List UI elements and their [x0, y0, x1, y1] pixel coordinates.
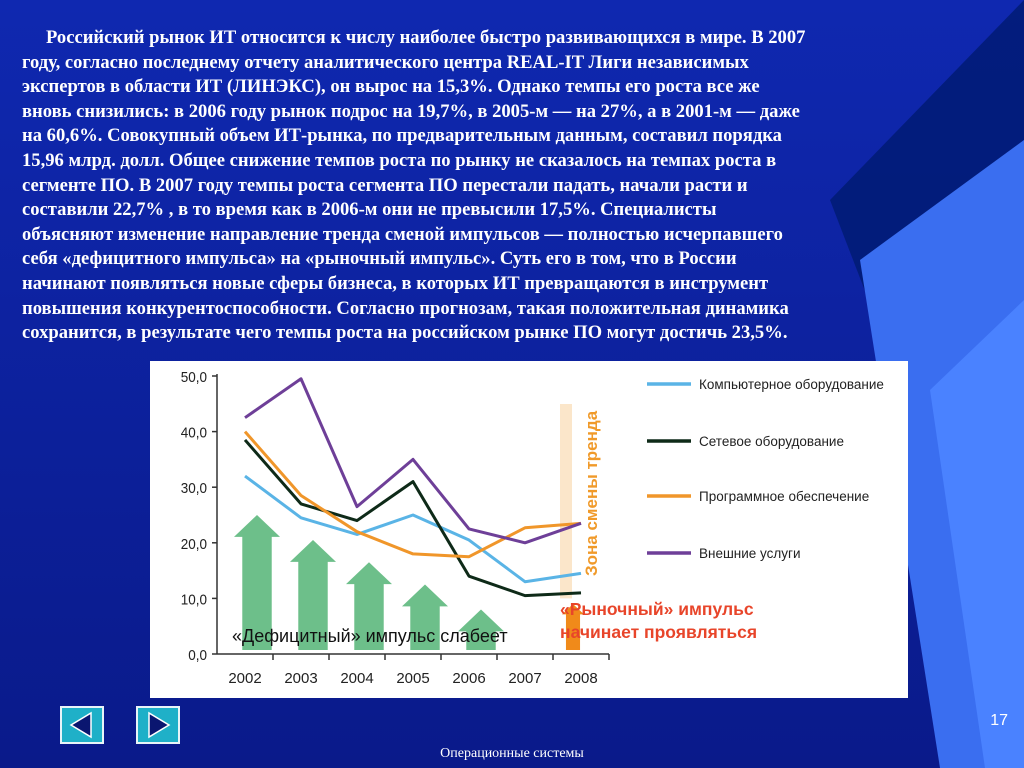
footer-title: Операционные системы — [440, 746, 584, 761]
right-triangle-icon — [138, 708, 178, 742]
series-line — [245, 440, 581, 596]
slide-paragraph: Российский рынок ИТ относится к числу наиболее быстро развивающихся в мире. В 2007 году, согласно последнему отчету аналитического центра REAL-IT Лиги независимых экспертов в области ИТ (ЛИНЭКС), он вырос на 15,3%. Однако темпы его роста все же вновь снизились: в 2006 году рынок подрос на 19,7%, в 2005-м — на 27%, а в 2001-м — даже на 60,6%. Совокупный объем ИТ-рынка, по предварительным данным, составил порядка 15,96 млрд. долл. Общее снижение темпов роста по рынку не сказалось на темпах роста в сегменте ПО. В 2007 году темпы роста сегмента ПО перестали падать, начали расти и составили 22,7% , в то время как в 2006-м они не превысили 17,5%. Специалисты объясняют изменение направление тренда сменой импульсов — полностью исчерпавшего себя «дефицитного импульса» на «рыночный импульс». Суть его в том, что в России начинают появляться новые сферы бизнеса, в которых ИТ превращаются в инструмент повышения конкурентоспособности. Согласно прогнозам, такая положительная динамика сохранится, в результате чего темпы роста на российском рынке ПО могут достичь 23,5%. — [22, 27, 806, 344]
y-tick-label: 30,0 — [180, 480, 207, 498]
x-tick-label: 2002 — [228, 670, 262, 687]
trend-zone-band — [560, 404, 572, 598]
y-tick-label: 0,0 — [188, 647, 207, 665]
page-number: 17 — [990, 712, 1008, 729]
legend-label: Сетевое оборудование — [699, 434, 844, 449]
x-tick-label: 2006 — [452, 670, 486, 687]
series-line — [245, 379, 581, 543]
legend-label: Программное обеспечение — [699, 489, 870, 504]
legend-label: Компьютерное оборудование — [699, 377, 884, 392]
y-tick-label: 10,0 — [180, 591, 207, 609]
y-tick-label: 40,0 — [180, 424, 207, 442]
trend-zone-label: Зона смены тренда — [582, 410, 601, 576]
x-tick-label: 2004 — [340, 670, 374, 687]
left-triangle-icon — [62, 708, 102, 742]
prev-slide-button[interactable] — [60, 706, 104, 744]
market-impulse-label: «Рыночный» импульс — [560, 599, 754, 619]
x-tick-label: 2005 — [396, 670, 430, 687]
next-slide-button[interactable] — [136, 706, 180, 744]
chart — [150, 361, 908, 698]
market-impulse-label-2: начинает проявляться — [560, 622, 758, 642]
x-tick-label: 2003 — [284, 670, 318, 687]
deficit-impulse-label: «Дефицитный» импульс слабеет — [232, 626, 508, 646]
y-tick-label: 20,0 — [180, 536, 207, 554]
chart-svg — [150, 361, 908, 698]
legend-label: Внешние услуги — [699, 546, 801, 561]
x-tick-label: 2008 — [564, 670, 598, 687]
x-tick-label: 2007 — [508, 670, 542, 687]
series-line — [245, 432, 581, 557]
series-line — [245, 476, 581, 582]
y-tick-label: 50,0 — [180, 369, 207, 387]
